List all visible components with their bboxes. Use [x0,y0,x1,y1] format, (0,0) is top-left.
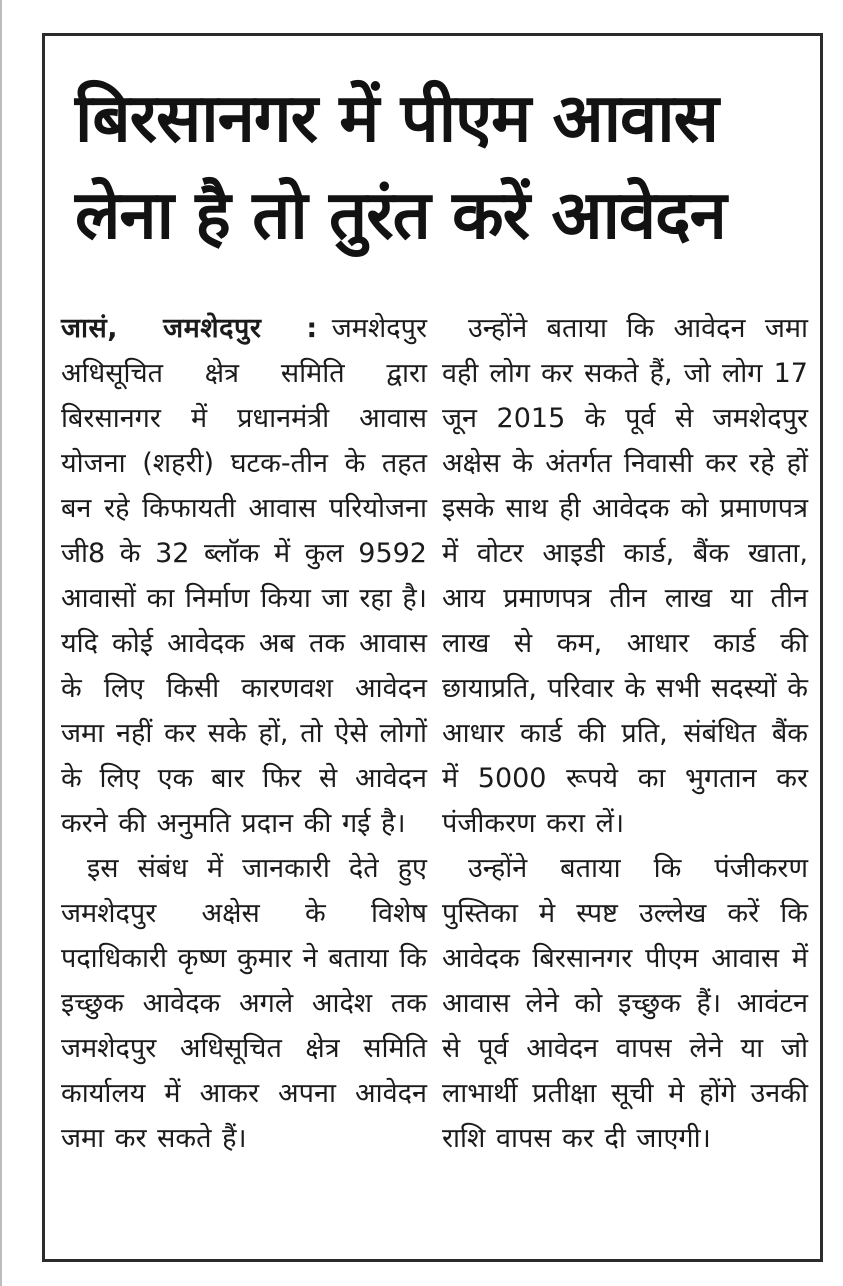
paragraph: उन्होंने बताया कि पंजीकरण पुस्तिका मे स्पष्ट उल्लेख करें कि आवेदक बिरसानगर पीएम आवास में आवास लेने को इच्छुक हैं। आवंटन से पूर्व आवेदन वापस लेने या जो लाभार्थी प्रतीक्षा सूची मे होंगे उनकी राशि वापस कर दी जाएगी। [442,853,808,1154]
headline-line-1: बिरसानगर में पीएम आवास [75,79,718,157]
article-headline [75,70,808,264]
article-box [42,33,823,1262]
paragraph-lead [61,306,427,846]
headline-line-2: लेना है तो तुरंत करें आवेदन [75,176,726,254]
byline: जासं, जमशेदपुर : [61,313,318,344]
article-column-left [61,306,427,1161]
article-column-right [442,306,808,1161]
paragraph: इस संबंध में जानकारी देते हुए जमशेदपुर अक्षेस के विशेष पदाधिकारी कृष्ण कुमार ने बताया कि इच्छुक आवेदक अगले आदेश तक जमशेदपुर अधिसूचित क्षेत्र समिति कार्यालय में आकर अपना आवेदन जमा कर सकते हैं। [61,853,427,1154]
paragraph-text: जमशेदपुर अधिसूचित क्षेत्र समिति द्वारा बिरसानगर में प्रधानमंत्री आवास योजना (शहरी) घटक-तीन के तहत बन रहे किफायती आवास परियोजना जी8 के 32 ब्लॉक में कुल 9592 आवासों का निर्माण किया जा रहा है। यदि कोई आवेदक अब तक आवास के लिए किसी कारणवश आवेदन जमा नहीं कर सके हों, तो ऐसे लोगों के लिए एक बार फिर से आवेदन करने की अनुमति प्रदान की गई है। [61,313,427,839]
scan-edge-artifact [0,0,2,1286]
paragraph: उन्होंने बताया कि आवेदन जमा वही लोग कर सकते हैं, जो लोग 17 जून 2015 के पूर्व से जमशेदपुर अक्षेस के अंतर्गत निवासी कर रहे हों इसके साथ ही आवेदक को प्रमाणपत्र में वोटर आइडी कार्ड, बैंक खाता, आय प्रमाणपत्र तीन लाख या तीन लाख से कम, आधार कार्ड की छायाप्रति, परिवार के सभी सदस्यों के आधार कार्ड की प्रति, संबंधित बैंक में 5000 रूपये का भुगतान कर पंजीकरण करा लें। [442,313,808,839]
article-body [61,306,808,1161]
